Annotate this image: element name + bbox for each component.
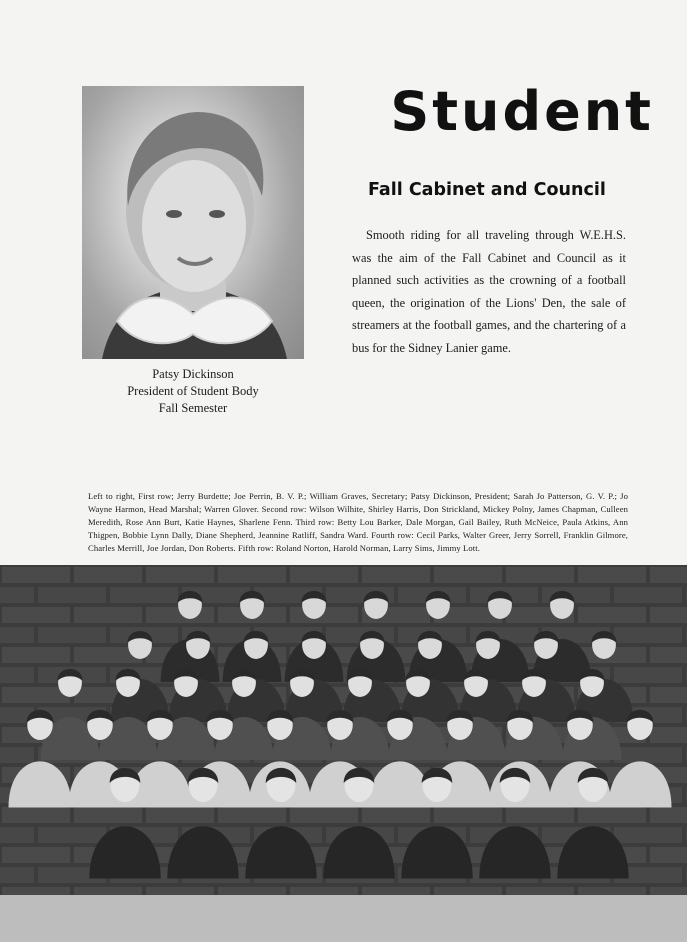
- group-photo-figure: [0, 565, 687, 942]
- group-caption-text: Left to right, First row; Jerry Burdette; Joe Perrin, B. V. P.; William Graves, Secretary; Patsy Dickinson, President; Sarah Jo Patterson, G. V. P.; Jo Wayne Harmon, Head Marshal; Warren Glover. Second row: Wilson Wilhite, Shirley Harris, Don Strickland, Mickey Polny, James Chapman, Culleen Meredith, Rose Ann Burt, Katie Haynes, Sharlene Fenn. Third row: Betty Lou Barker, Dale Morgan, Gail Bailey, Ruth McNeice, Paula Atkins, Ann Thigpen, Bobbie Lynn Dally, Diane Shepherd, Jeannine Ratliff, Sandra Ward. Fourth row: Cecil Parks, Walter Greer, Jerry Sorrell, Franklin Gilmore, Charles Merrill, Joe Jordan, Don Roberts. Fifth row: Roland Norton, Harold Norman, Larry Sims, Jimmy Lott.: [88, 491, 628, 554]
- portrait-figure: [82, 86, 304, 359]
- article-paragraph: Smooth riding for all traveling through W.E.H.S. was the aim of the Fall Cabinet and Council as it planned such activities as the crowning of a football queen, the origination of the Lions' Den, the sale of streamers at the football games, and the chartering of a bus for the Sidney Lanier game.: [352, 228, 626, 355]
- caption-role: President of Student Body: [127, 384, 259, 398]
- article-body: [352, 224, 626, 360]
- page-heading: Student: [390, 80, 654, 143]
- group-photo: [0, 565, 687, 942]
- portrait-caption: [82, 366, 304, 417]
- section-title: Fall Cabinet and Council: [368, 180, 606, 200]
- group-photo-caption: [88, 490, 628, 555]
- caption-term: Fall Semester: [158, 401, 228, 415]
- portrait-photo: [82, 86, 304, 359]
- caption-name: Patsy Dickinson: [152, 367, 234, 381]
